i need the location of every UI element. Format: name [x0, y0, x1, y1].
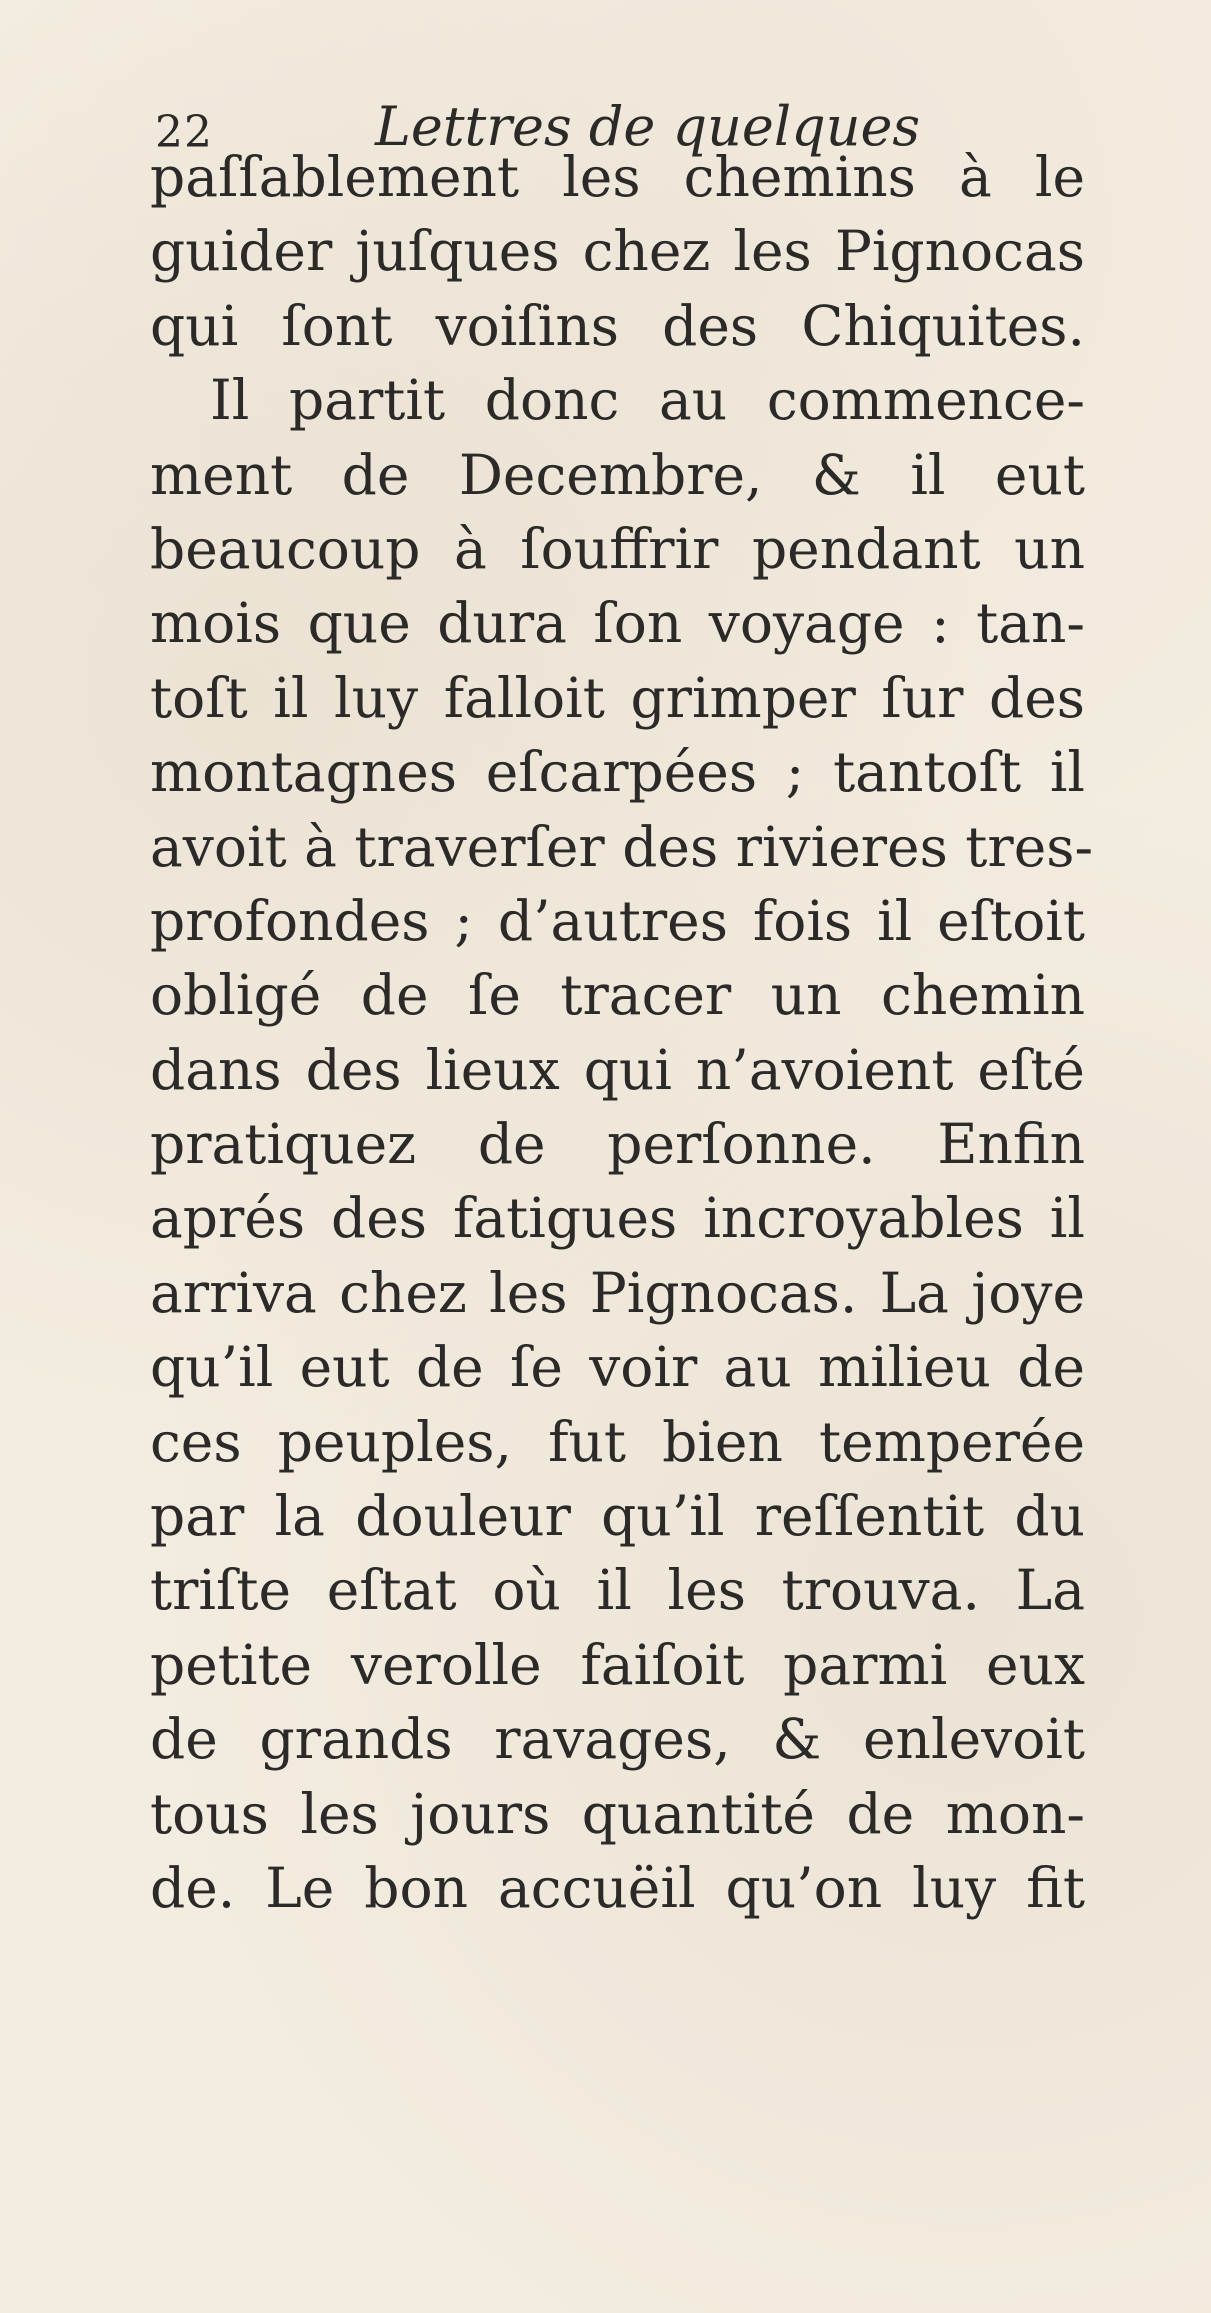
text-line: petite verolle faiſoit parmi eux — [150, 1632, 1085, 1697]
text-line: de. Le bon accuëil qu’on luy fit — [150, 1855, 1085, 1920]
running-title: Lettres de quelques — [375, 95, 921, 158]
text-line: qui ſont voiſins des Chiquites. — [150, 293, 1085, 358]
text-line: beaucoup à ſouffrir pendant un — [150, 516, 1085, 581]
text-line: de grands ravages, & enlevoit — [150, 1707, 1085, 1772]
body-text — [150, 140, 1094, 1925]
text-line: avoit à traverſer des rivieres tres- — [150, 814, 1094, 879]
text-line: mois que dura ſon voyage : tan- — [150, 591, 1085, 656]
text-line: toſt il luy falloit grimper ſur des — [150, 665, 1085, 730]
text-line: triſte eſtat où il les trouva. La — [150, 1558, 1085, 1623]
text-line: Il partit donc au commence- — [210, 368, 1085, 433]
text-line: obligé de ſe tracer un chemin — [150, 963, 1085, 1028]
text-line: aprés des fatigues incroyables il — [150, 1186, 1085, 1251]
text-line: paſſablement les chemins à le — [150, 145, 1085, 209]
text-line: montagnes eſcarpées ; tantoſt il — [150, 740, 1085, 805]
text-line: ment de Decembre, & il eut — [150, 442, 1085, 507]
text-line: dans des lieux qui n’avoient eſté — [150, 1037, 1085, 1102]
text-line: guider juſques chez les Pignocas — [150, 219, 1085, 284]
page-number: 22 — [155, 107, 213, 158]
text-line: qu’il eut de ſe voir au milieu de — [150, 1335, 1085, 1400]
text-line: par la douleur qu’il reſſentit du — [150, 1484, 1085, 1549]
text-line: tous les jours quantité de mon- — [150, 1781, 1085, 1846]
text-line: arriva chez les Pignocas. La joye — [150, 1260, 1085, 1325]
text-line: pratiquez de perſonne. Enfin — [150, 1112, 1085, 1177]
text-line: profondes ; d’autres fois il eſtoit — [150, 888, 1085, 953]
text-line: ces peuples, fut bien temperée — [150, 1409, 1085, 1474]
